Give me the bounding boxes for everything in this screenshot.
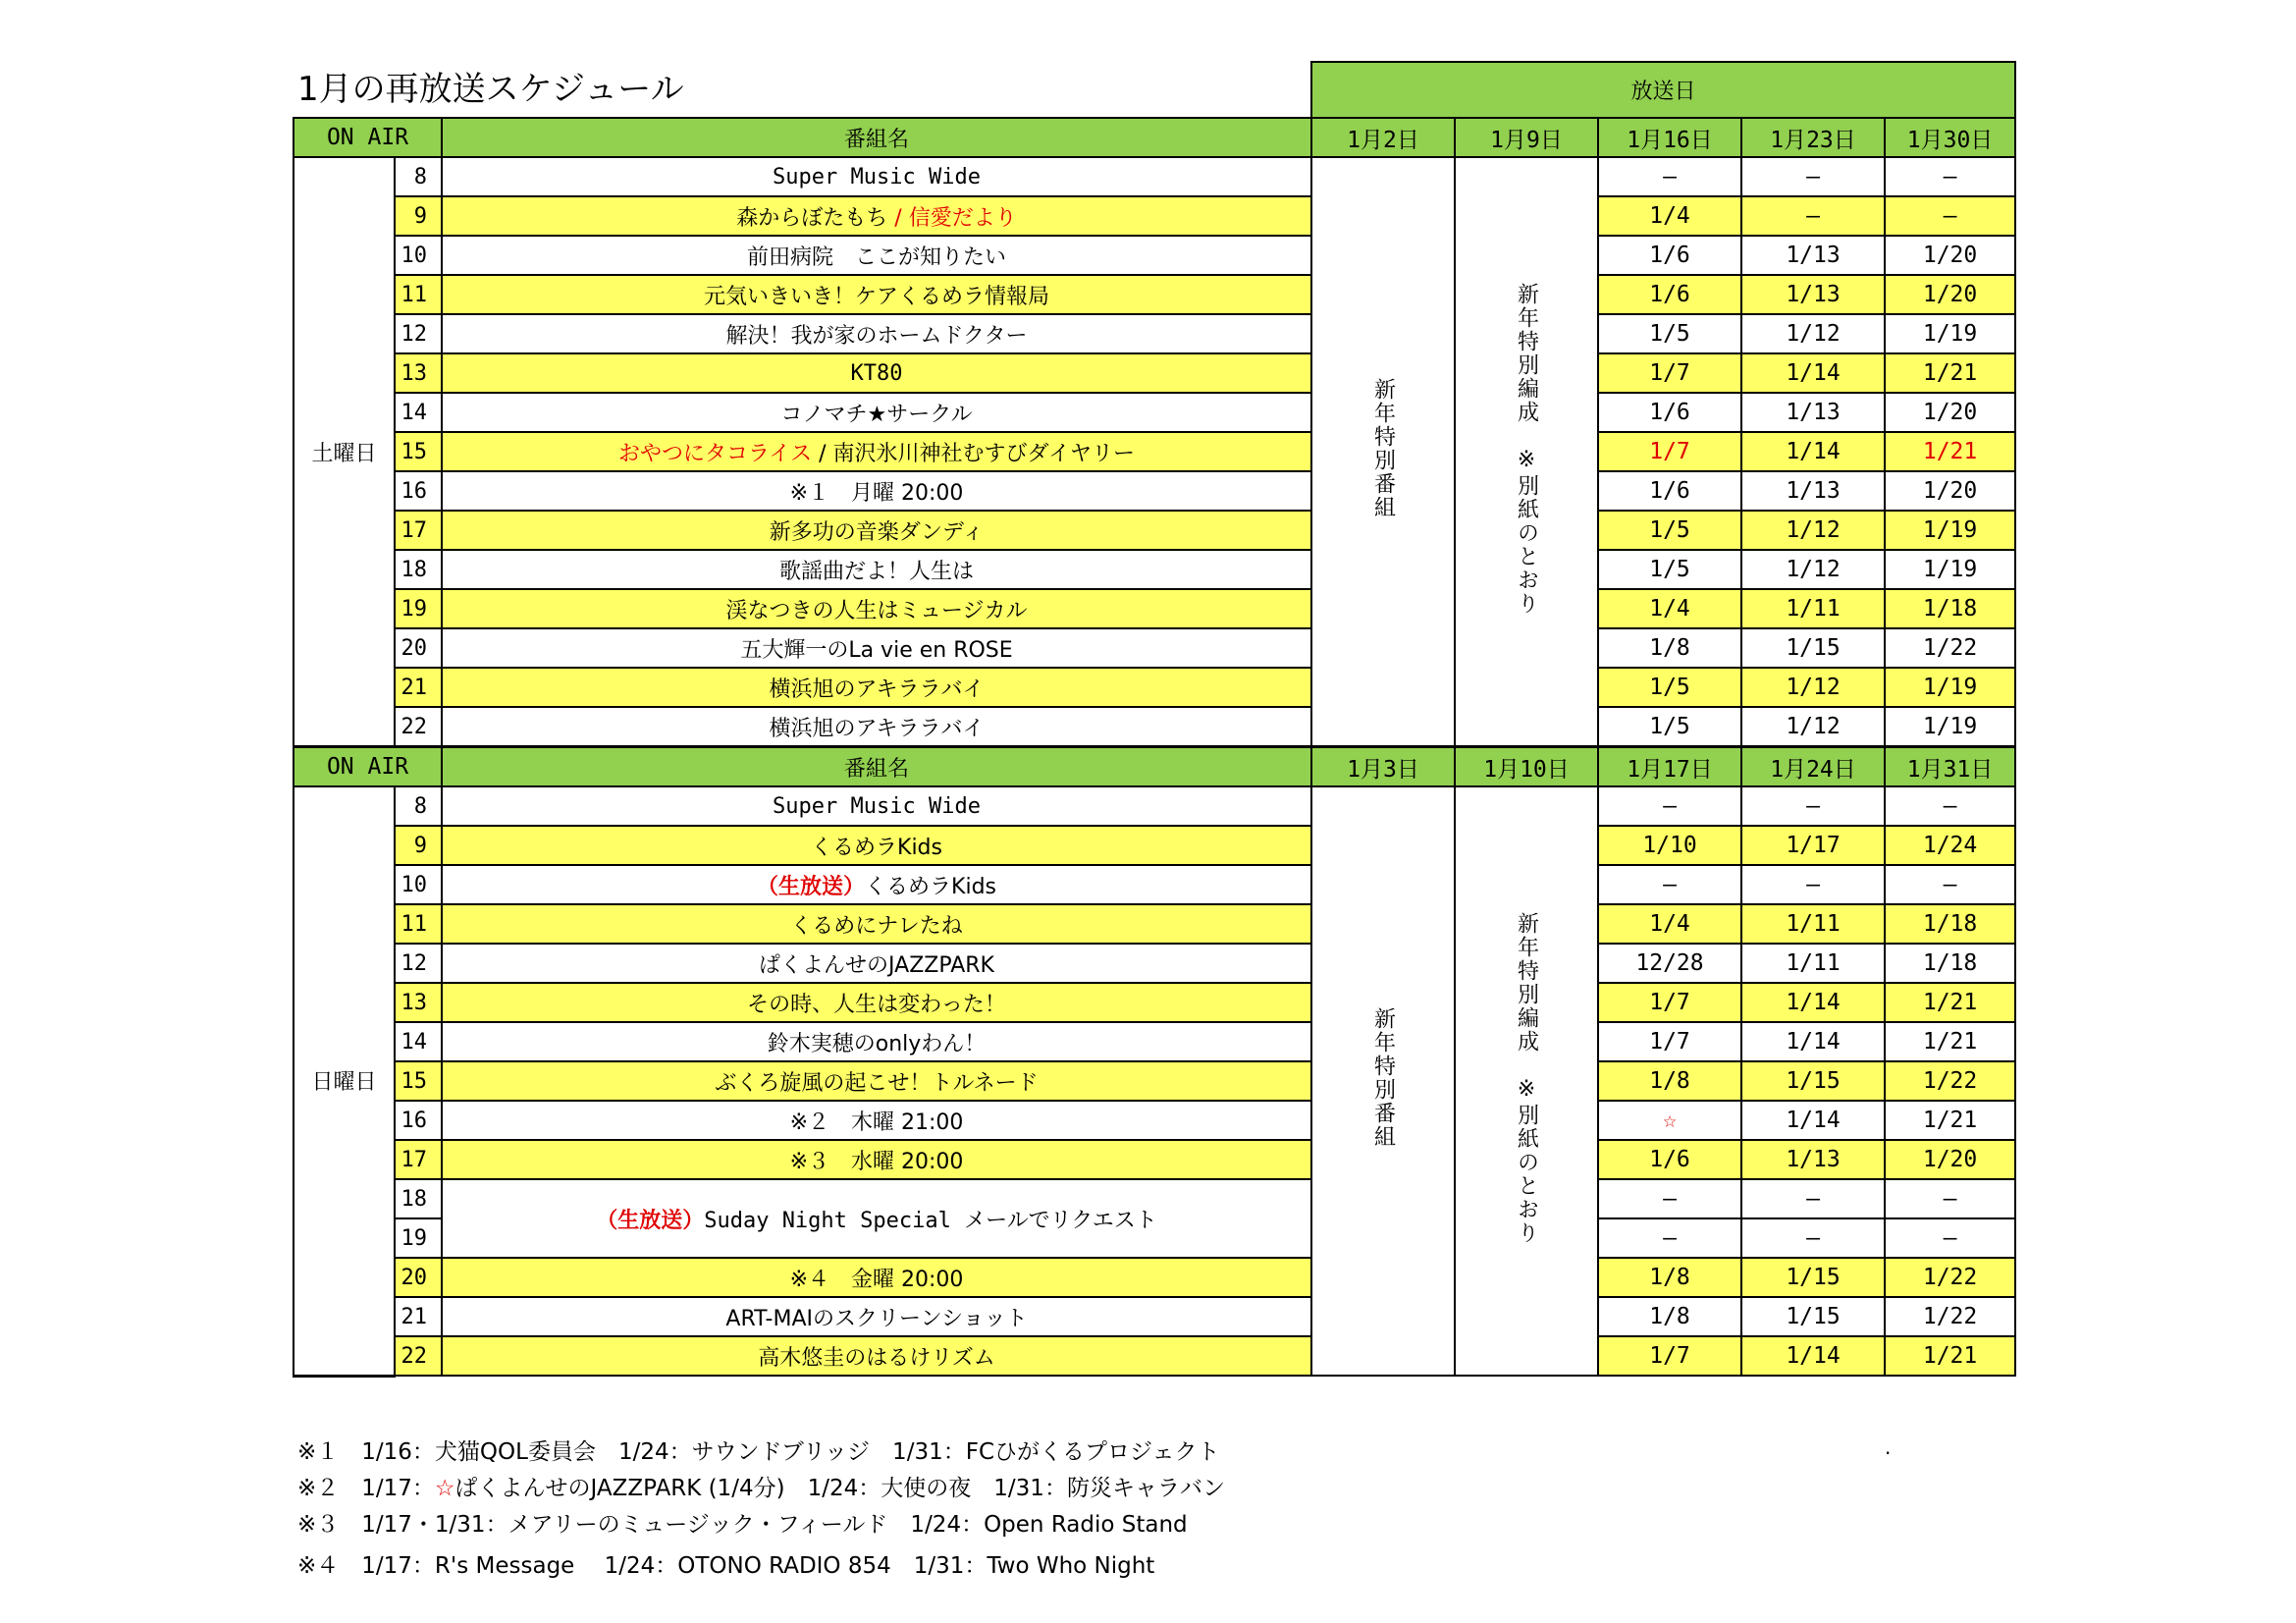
date-cell: 1/8: [1598, 1061, 1741, 1101]
date-header: 1月23日: [1741, 118, 1885, 157]
table-row: [294, 550, 2015, 589]
date-cell: 1/22: [1885, 1258, 2015, 1297]
date-cell: ☆: [1598, 1101, 1741, 1140]
table-row: [294, 904, 2015, 944]
date-cell: 1/13: [1741, 393, 1885, 432]
table-row: [294, 628, 2015, 668]
program-cell: ※４ 金曜 20:00: [442, 1258, 1311, 1297]
hour-cell: 9: [395, 826, 442, 865]
hour-cell: 15: [395, 432, 442, 471]
program-cell: （生放送）くるめラKids: [442, 865, 1311, 904]
date-cell: 1/20: [1885, 393, 2015, 432]
date-cell: 1/15: [1741, 628, 1885, 668]
hour-cell: 14: [395, 1022, 442, 1061]
program-cell: 前田病院 ここが知りたい: [442, 236, 1311, 275]
date-cell: 1/21: [1885, 983, 2015, 1022]
hour-cell: 10: [395, 865, 442, 904]
table-row: [294, 471, 2015, 511]
hour-cell: 21: [395, 1297, 442, 1336]
program-cell: ART-MAIのスクリーンショット: [442, 1297, 1311, 1336]
date-cell: 1/6: [1598, 1140, 1741, 1179]
date-cell: 1/11: [1741, 589, 1885, 628]
date-cell: —: [1741, 786, 1885, 826]
program-cell: Super Music Wide: [442, 157, 1311, 196]
program-header: 番組名: [442, 118, 1311, 157]
footnote-3: ※３ 1/17・1/31：メアリーのミュージック・フィールド 1/24：Open Radio Stand: [297, 1512, 1188, 1538]
date-cell: 1/20: [1885, 275, 2015, 314]
date-cell: 1/12: [1741, 550, 1885, 589]
date-cell: 1/22: [1885, 628, 2015, 668]
hour-cell: 13: [395, 983, 442, 1022]
new-year-schedule-cell: 新年特別編成 ※別紙のとおり: [1455, 157, 1598, 747]
hour-cell: 12: [395, 944, 442, 983]
date-cell: 1/7: [1598, 1022, 1741, 1061]
hour-cell: 22: [395, 1336, 442, 1376]
broadcast-day-header: 放送日: [1311, 62, 2015, 118]
program-cell: 歌謡曲だよ！人生は: [442, 550, 1311, 589]
date-cell: 1/22: [1885, 1297, 2015, 1336]
date-cell: 1/21: [1885, 353, 2015, 393]
hour-cell: 8: [395, 157, 442, 196]
date-cell: —: [1885, 1218, 2015, 1258]
date-cell: 1/13: [1741, 236, 1885, 275]
date-header: 1月17日: [1598, 747, 1741, 787]
hour-cell: 8: [395, 786, 442, 826]
date-cell: 1/18: [1885, 944, 2015, 983]
date-cell: 1/19: [1885, 668, 2015, 707]
date-cell: —: [1598, 157, 1741, 196]
table-row: [294, 275, 2015, 314]
date-cell: 1/14: [1741, 353, 1885, 393]
date-cell: 1/12: [1741, 511, 1885, 550]
program-cell: KT80: [442, 353, 1311, 393]
hour-cell: 16: [395, 471, 442, 511]
date-cell: 1/7: [1598, 353, 1741, 393]
date-cell: —: [1885, 786, 2015, 826]
date-cell: —: [1598, 1218, 1741, 1258]
table-row: [294, 865, 2015, 904]
day-label-sunday: 日曜日: [294, 786, 395, 1376]
date-cell: 1/11: [1741, 944, 1885, 983]
table-row: [294, 826, 2015, 865]
date-cell: —: [1741, 157, 1885, 196]
program-cell: おやつにタコライス / 南沢氷川神社むすびダイヤリー: [442, 432, 1311, 471]
date-cell: 1/21: [1885, 1336, 2015, 1376]
table-row: [294, 393, 2015, 432]
date-cell: 1/6: [1598, 393, 1741, 432]
table-row: [294, 353, 2015, 393]
hour-cell: 22: [395, 707, 442, 747]
date-cell: 1/13: [1741, 471, 1885, 511]
date-cell: 1/8: [1598, 1297, 1741, 1336]
program-cell: 高木悠圭のはるけリズム: [442, 1336, 1311, 1376]
date-cell: 1/8: [1598, 1258, 1741, 1297]
table-row: [294, 707, 2015, 747]
date-cell: —: [1741, 1218, 1885, 1258]
date-cell: 1/7: [1598, 983, 1741, 1022]
date-cell: 1/5: [1598, 511, 1741, 550]
date-cell: 1/11: [1741, 904, 1885, 944]
program-cell: ※３ 水曜 20:00: [442, 1140, 1311, 1179]
program-cell: Super Music Wide: [442, 786, 1311, 826]
hour-cell: 10: [395, 236, 442, 275]
hour-cell: 15: [395, 1061, 442, 1101]
new-year-program-cell: 新年特別番組: [1311, 786, 1455, 1376]
date-cell: 1/13: [1741, 275, 1885, 314]
date-cell: 1/8: [1598, 628, 1741, 668]
date-header: 1月31日: [1885, 747, 2015, 787]
date-cell: —: [1741, 865, 1885, 904]
hour-cell: 9: [395, 196, 442, 236]
table-row: [294, 432, 2015, 471]
date-cell: 1/6: [1598, 236, 1741, 275]
program-cell: 新多功の音楽ダンディ: [442, 511, 1311, 550]
date-cell: 1/18: [1885, 589, 2015, 628]
date-cell: 1/7: [1598, 1336, 1741, 1376]
hour-cell: 12: [395, 314, 442, 353]
hour-cell: 11: [395, 904, 442, 944]
date-cell: 1/14: [1741, 1336, 1885, 1376]
date-cell: 1/15: [1741, 1258, 1885, 1297]
footnote-1: ※１ 1/16：犬猫QOL委員会 1/24：サウンドブリッジ 1/31：FCひがくるプロジェクト: [297, 1439, 1220, 1465]
program-cell: ※２ 木曜 21:00: [442, 1101, 1311, 1140]
date-cell: 1/14: [1741, 983, 1885, 1022]
date-header: 1月10日: [1455, 747, 1598, 787]
hour-cell: 13: [395, 353, 442, 393]
date-header: 1月24日: [1741, 747, 1885, 787]
new-year-program-cell: 新年特別番組: [1311, 157, 1455, 747]
date-cell: 1/22: [1885, 1061, 2015, 1101]
table-row: [294, 944, 2015, 983]
hour-cell: 20: [395, 628, 442, 668]
date-cell: 1/7: [1598, 432, 1741, 471]
table-row: [294, 236, 2015, 275]
page-title: 1月の再放送スケジュール: [297, 70, 684, 109]
table-row: [294, 157, 2015, 196]
hour-cell: 20: [395, 1258, 442, 1297]
date-cell: 1/21: [1885, 1022, 2015, 1061]
date-cell: —: [1885, 196, 2015, 236]
date-cell: 1/6: [1598, 471, 1741, 511]
date-cell: 1/15: [1741, 1061, 1885, 1101]
table-row: [294, 1336, 2015, 1376]
program-cell: 渓なつきの人生はミュージカル: [442, 589, 1311, 628]
date-cell: 1/12: [1741, 707, 1885, 747]
date-cell: 1/4: [1598, 589, 1741, 628]
date-header: 1月16日: [1598, 118, 1741, 157]
table-row: [294, 511, 2015, 550]
date-cell: 1/19: [1885, 511, 2015, 550]
hour-cell: 16: [395, 1101, 442, 1140]
date-cell: —: [1885, 865, 2015, 904]
table-row: [294, 589, 2015, 628]
hour-cell: 21: [395, 668, 442, 707]
new-year-schedule-cell: 新年特別編成 ※別紙のとおり: [1455, 786, 1598, 1376]
table-row: [294, 1258, 2015, 1297]
date-cell: 1/4: [1598, 196, 1741, 236]
program-cell: その時、人生は変わった！: [442, 983, 1311, 1022]
day-label-saturday: 土曜日: [294, 157, 395, 747]
footnote-4: ※４ 1/17：R's Message 1/24：OTONO RADIO 854 1/31：Two Who Night: [297, 1553, 1155, 1579]
date-cell: 1/6: [1598, 275, 1741, 314]
table-row: [294, 1101, 2015, 1140]
stray-dot: .: [1885, 1435, 1892, 1459]
on-air-header: ON AIR: [294, 747, 442, 787]
table-row: [294, 983, 2015, 1022]
date-cell: 1/21: [1885, 1101, 2015, 1140]
date-cell: 12/28: [1598, 944, 1741, 983]
program-cell: 鈴木実穂のonlyわん！: [442, 1022, 1311, 1061]
program-cell: 解決！我が家のホームドクター: [442, 314, 1311, 353]
table-row: [294, 1022, 2015, 1061]
date-cell: 1/17: [1741, 826, 1885, 865]
date-cell: 1/10: [1598, 826, 1741, 865]
date-cell: —: [1741, 1179, 1885, 1218]
date-cell: 1/20: [1885, 1140, 2015, 1179]
program-cell: 五大輝一のLa vie en ROSE: [442, 628, 1311, 668]
hour-cell: 14: [395, 393, 442, 432]
table-row: [294, 1061, 2015, 1101]
date-header: 1月30日: [1885, 118, 2015, 157]
program-cell: くるめラKids: [442, 826, 1311, 865]
date-cell: 1/18: [1885, 904, 2015, 944]
date-cell: 1/4: [1598, 904, 1741, 944]
date-cell: 1/21: [1885, 432, 2015, 471]
date-cell: 1/14: [1741, 432, 1885, 471]
program-cell: くるめにナレたね: [442, 904, 1311, 944]
date-cell: 1/5: [1598, 707, 1741, 747]
table-row: [294, 196, 2015, 236]
schedule-table: [293, 61, 2016, 1378]
date-cell: —: [1885, 1179, 2015, 1218]
hour-cell: 11: [395, 275, 442, 314]
program-cell: （生放送）Suday Night Special メールでリクエスト: [442, 1179, 1311, 1258]
date-cell: 1/5: [1598, 668, 1741, 707]
date-cell: 1/14: [1741, 1101, 1885, 1140]
hour-cell: 19: [395, 589, 442, 628]
date-header: 1月2日: [1311, 118, 1455, 157]
date-cell: —: [1598, 786, 1741, 826]
date-cell: 1/19: [1885, 550, 2015, 589]
on-air-header: ON AIR: [294, 118, 442, 157]
program-cell: 横浜旭のアキララバイ: [442, 668, 1311, 707]
program-header: 番組名: [442, 747, 1311, 787]
date-cell: —: [1598, 1179, 1741, 1218]
date-cell: 1/14: [1741, 1022, 1885, 1061]
date-cell: 1/5: [1598, 550, 1741, 589]
program-cell: 横浜旭のアキララバイ: [442, 707, 1311, 747]
date-cell: 1/13: [1741, 1140, 1885, 1179]
footnote-2: ※２ 1/17：☆ぱくよんせのJAZZPARK (1/4分) 1/24：大使の夜 1/31：防災キャラバン: [297, 1476, 1225, 1501]
date-cell: 1/5: [1598, 314, 1741, 353]
program-cell: ぶくろ旋風の起こせ！トルネード: [442, 1061, 1311, 1101]
date-cell: 1/20: [1885, 236, 2015, 275]
program-cell: 森からぼたもち / 信愛だより: [442, 196, 1311, 236]
date-cell: —: [1885, 157, 2015, 196]
date-cell: 1/19: [1885, 707, 2015, 747]
date-cell: —: [1598, 865, 1741, 904]
table-row: [294, 668, 2015, 707]
hour-cell: 18: [395, 550, 442, 589]
table-row: [294, 1140, 2015, 1179]
hour-cell: 17: [395, 1140, 442, 1179]
date-cell: 1/12: [1741, 668, 1885, 707]
hour-cell: 18: [395, 1179, 442, 1218]
table-row: [294, 1297, 2015, 1336]
hour-cell: 17: [395, 511, 442, 550]
date-header: 1月3日: [1311, 747, 1455, 787]
program-cell: ※１ 月曜 20:00: [442, 471, 1311, 511]
date-cell: 1/19: [1885, 314, 2015, 353]
table-row: [294, 314, 2015, 353]
table-row: [294, 1179, 2015, 1218]
table-row: [294, 786, 2015, 826]
date-header: 1月9日: [1455, 118, 1598, 157]
date-cell: 1/24: [1885, 826, 2015, 865]
program-cell: 元気いきいき！ケアくるめラ情報局: [442, 275, 1311, 314]
program-cell: コノマチ★サークル: [442, 393, 1311, 432]
program-cell: ぱくよんせのJAZZPARK: [442, 944, 1311, 983]
date-cell: 1/12: [1741, 314, 1885, 353]
date-cell: —: [1741, 196, 1885, 236]
date-cell: 1/20: [1885, 471, 2015, 511]
date-cell: 1/15: [1741, 1297, 1885, 1336]
hour-cell: 19: [395, 1218, 442, 1258]
